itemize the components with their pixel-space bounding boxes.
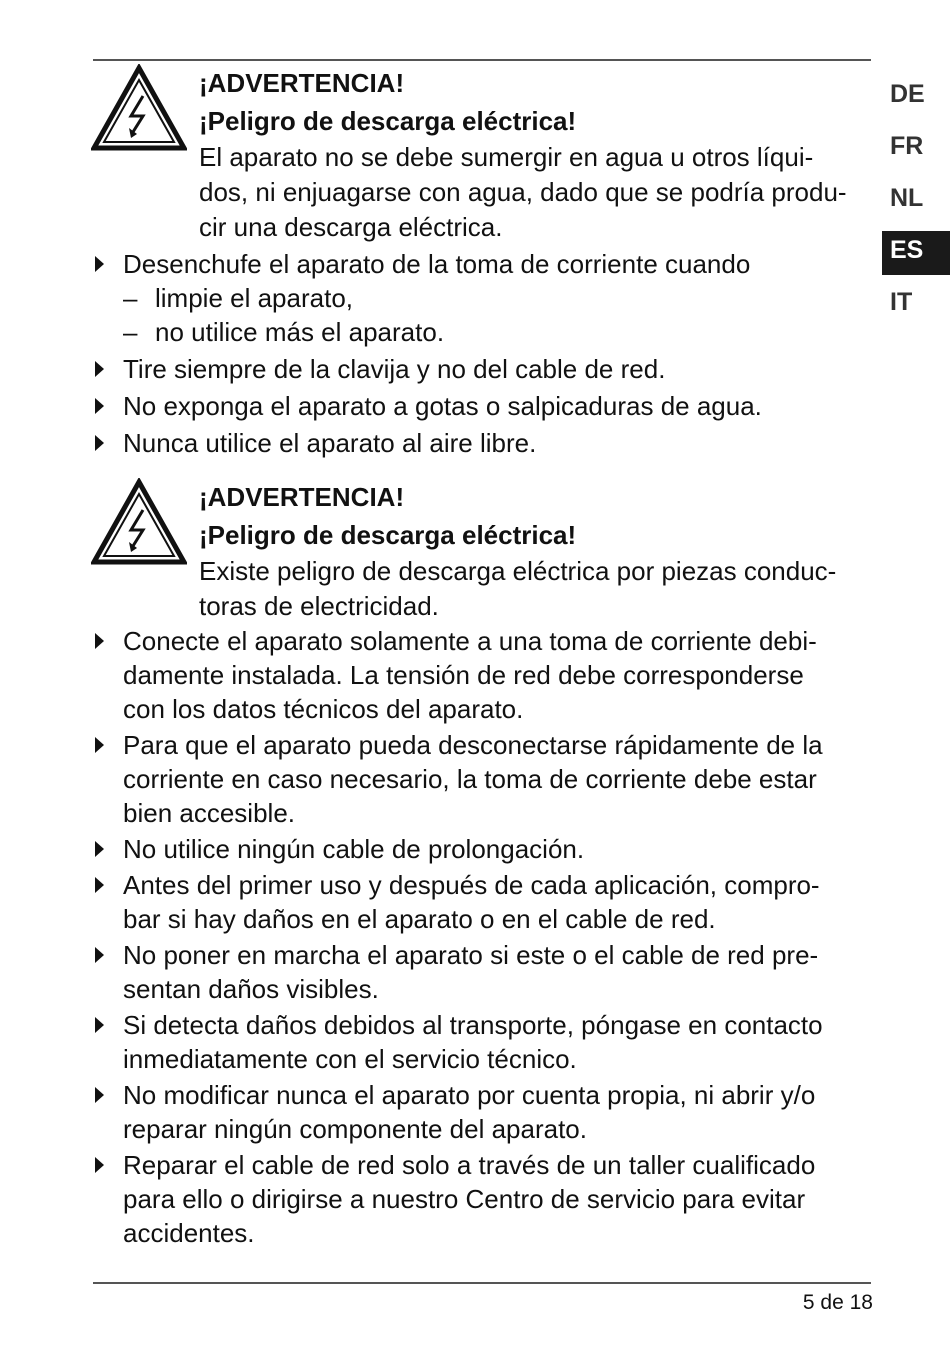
sub-list-item: [123, 315, 871, 349]
list-item: [93, 1008, 871, 1076]
list-item-line: bar si hay daños en el aparato o en el cable de red.: [123, 904, 716, 934]
list-item: [93, 624, 871, 726]
list-item-line: corriente en caso necesario, la toma de corriente debe estar: [123, 764, 817, 794]
electric-warning-icon: [91, 478, 187, 566]
sub-list-item: [123, 281, 871, 315]
triangle-bullet-icon: [95, 633, 104, 649]
list-item-line: para ello o dirigirse a nuestro Centro de servicio para evitar: [123, 1184, 806, 1214]
list-item: [93, 352, 871, 386]
list-item: [93, 868, 871, 936]
sub-list-item-text: limpie el aparato,: [155, 283, 353, 313]
triangle-bullet-icon: [95, 1017, 104, 1033]
list-item-text: No exponga el aparato a gotas o salpicaduras de agua.: [123, 391, 762, 421]
triangle-bullet-icon: [95, 256, 104, 272]
triangle-bullet-icon: [95, 435, 104, 451]
triangle-bullet-icon: [95, 841, 104, 857]
top-rule: [93, 59, 871, 61]
list-item-line: Reparar el cable de red solo a través de un taller cualificado: [123, 1150, 816, 1180]
triangle-bullet-icon: [95, 1087, 104, 1103]
list-item-text: Nunca utilice el aparato al aire libre.: [123, 428, 537, 458]
bottom-rule: [93, 1282, 871, 1284]
warning-subtitle: ¡Peligro de descarga eléctrica!: [199, 520, 577, 550]
triangle-bullet-icon: [95, 877, 104, 893]
triangle-bullet-icon: [95, 1157, 104, 1173]
list-item: [93, 1078, 871, 1146]
list-item: [93, 728, 871, 830]
lang-tab-it[interactable]: IT: [890, 288, 913, 316]
warning-text-line: cir una descarga eléctrica.: [199, 212, 503, 242]
list-item-line: damente instalada. La tensión de red debe corresponderse: [123, 660, 804, 690]
language-tabs: [882, 75, 950, 335]
triangle-bullet-icon: [95, 947, 104, 963]
list-item-line: sentan daños visibles.: [123, 974, 379, 1004]
list-item: [93, 426, 871, 460]
list-item-line: No poner en marcha el aparato si este o el cable de red pre-: [123, 940, 819, 970]
triangle-bullet-icon: [95, 361, 104, 377]
list-item-line: reparar ningún componente del aparato.: [123, 1114, 587, 1144]
dash-marker: –: [123, 317, 138, 347]
list-item: [93, 1148, 871, 1250]
list-item-line: Antes del primer uso y después de cada aplicación, compro-: [123, 870, 820, 900]
dash-marker: –: [123, 283, 138, 313]
warning-title: ¡ADVERTENCIA!: [199, 68, 405, 98]
list-item-line: con los datos técnicos del aparato.: [123, 694, 524, 724]
list-item-line: bien accesible.: [123, 798, 295, 828]
lang-tab-nl[interactable]: NL: [890, 184, 924, 212]
warning-subtitle: ¡Peligro de descarga eléctrica!: [199, 106, 577, 136]
lang-tab-fr[interactable]: FR: [890, 132, 924, 160]
safety-list-2: [93, 624, 871, 1250]
warning-title: ¡ADVERTENCIA!: [199, 482, 405, 512]
page-number: 5 de 18: [802, 1291, 873, 1314]
warning-text-line: El aparato no se debe sumergir en agua u otros líqui-: [199, 142, 814, 172]
lang-tab-de[interactable]: DE: [890, 80, 925, 108]
list-item-text: Desenchufe el aparato de la toma de corriente cuando: [123, 249, 751, 279]
list-item-line: accidentes.: [123, 1218, 255, 1248]
list-item-text: Tire siempre de la clavija y no del cable de red.: [123, 354, 666, 384]
triangle-bullet-icon: [95, 737, 104, 753]
list-item: [93, 832, 871, 866]
sub-list: [123, 281, 871, 349]
list-item-line: Si detecta daños debidos al transporte, póngase en contacto: [123, 1010, 823, 1040]
warning-text-line: Existe peligro de descarga eléctrica por piezas conduc-: [199, 556, 837, 586]
list-item-line: Conecte el aparato solamente a una toma de corriente debi-: [123, 626, 817, 656]
warning-text-line: dos, ni enjuagarse con agua, dado que se podría produ-: [199, 177, 847, 207]
list-item-line: No utilice ningún cable de prolongación.: [123, 834, 585, 864]
list-item: [93, 247, 871, 349]
sub-list-item-text: no utilice más el aparato.: [155, 317, 445, 347]
list-item-line: No modificar nunca el aparato por cuenta propia, ni abrir y/o: [123, 1080, 816, 1110]
lang-tab-es[interactable]: ES: [882, 231, 950, 275]
safety-list-1: [93, 247, 871, 460]
list-item: [93, 389, 871, 423]
triangle-bullet-icon: [95, 398, 104, 414]
list-item: [93, 938, 871, 1006]
electric-warning-icon: [91, 64, 187, 152]
list-item-line: inmediatamente con el servicio técnico.: [123, 1044, 577, 1074]
warning-text-line: toras de electricidad.: [199, 591, 439, 621]
list-item-line: Para que el aparato pueda desconectarse rápidamente de la: [123, 730, 823, 760]
